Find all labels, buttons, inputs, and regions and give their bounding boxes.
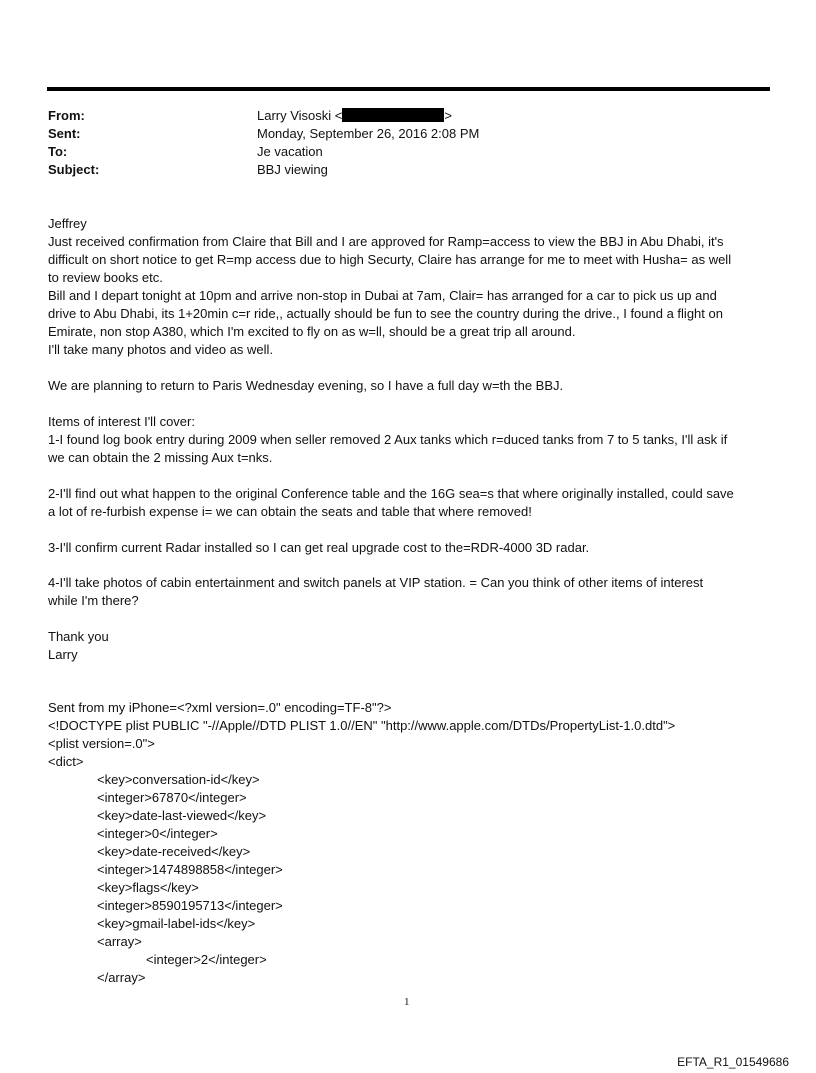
sender-name: Larry Visoski <	[257, 108, 343, 123]
body-line: a lot of re-furbish expense i= we can obtain the seats and table that where removed!	[48, 504, 532, 519]
body-line: <key>gmail-label-ids</key>	[97, 916, 256, 931]
body-line: Just received confirmation from Claire that Bill and I are approved for Ramp=access to view the BBJ in Abu Dhabi, it's	[48, 234, 724, 249]
body-line: Bill and I depart tonight at 10pm and arrive non-stop in Dubai at 7am, Clair= has arranged for a car to pick us up and	[48, 288, 717, 303]
body-line: Emirate, non stop A380, which I'm excited to fly on as w=ll, should be a great trip all around.	[48, 324, 576, 339]
to-row	[48, 143, 768, 161]
page-number: 1	[404, 996, 410, 1008]
body-line: Items of interest I'll cover:	[48, 414, 195, 429]
body-line: <plist version=.0">	[48, 736, 155, 751]
body-line: I'll take many photos and video as well.	[48, 342, 274, 357]
body-line: <integer>0</integer>	[97, 826, 218, 841]
body-line: 2-I'll find out what happen to the original Conference table and the 16G sea=s that where originally installed, could save	[48, 486, 734, 501]
to-label: To:	[48, 144, 68, 159]
body-line: <!DOCTYPE plist PUBLIC "-//Apple//DTD PLIST 1.0//EN" "http://www.apple.com/DTDs/PropertyList-1.0.dtd">	[48, 718, 676, 733]
body-line: 1-I found log book entry during 2009 when seller removed 2 Aux tanks which r=duced tanks from 7 to 5 tanks, I'll ask if	[48, 432, 728, 447]
body-line: Jeffrey	[48, 216, 87, 231]
body-line: Larry	[48, 647, 78, 662]
body-line: We are planning to return to Paris Wednesday evening, so I have a full day w=th the BBJ.	[48, 378, 564, 393]
subject-label: Subject:	[48, 162, 100, 177]
body-line: <key>flags</key>	[97, 880, 199, 895]
body-line: 4-I'll take photos of cabin entertainment and switch panels at VIP station. = Can you think of other items of interest	[48, 575, 704, 590]
subject-value: BBJ viewing	[257, 162, 328, 177]
body-line: <integer>8590195713</integer>	[97, 898, 283, 913]
header-divider	[47, 87, 770, 91]
from-label: From:	[48, 108, 85, 123]
body-line: Sent from my iPhone=<?xml version=.0" encoding=TF-8"?>	[48, 700, 392, 715]
body-line: <integer>67870</integer>	[97, 790, 247, 805]
from-value	[257, 107, 452, 125]
body-line: we can obtain the 2 missing Aux t=nks.	[48, 450, 273, 465]
body-line: <key>conversation-id</key>	[97, 772, 260, 787]
redaction-box	[342, 108, 444, 122]
body-line: 3-I'll confirm current Radar installed so I can get real upgrade cost to the=RDR-4000 3D radar.	[48, 540, 590, 555]
body-line: <integer>2</integer>	[146, 952, 267, 967]
body-line: difficult on short notice to get R=mp access due to high Securty, Claire has arrange for me to meet with Husha= as well	[48, 252, 732, 267]
sent-label: Sent:	[48, 126, 81, 141]
body-line: <key>date-last-viewed</key>	[97, 808, 267, 823]
to-value: Je vacation	[257, 144, 323, 159]
body-line: <integer>1474898858</integer>	[97, 862, 283, 877]
body-line: <key>date-received</key>	[97, 844, 251, 859]
body-line: <dict>	[48, 754, 84, 769]
subject-row	[48, 161, 768, 179]
sender-close-bracket: >	[444, 108, 452, 123]
sent-value: Monday, September 26, 2016 2:08 PM	[257, 126, 480, 141]
body-line: Thank you	[48, 629, 109, 644]
body-line: while I'm there?	[48, 593, 139, 608]
body-line: to review books etc.	[48, 270, 163, 285]
document-id: EFTA_R1_01549686	[677, 1055, 789, 1069]
body-line: </array>	[97, 970, 146, 985]
body-line: <array>	[97, 934, 142, 949]
sent-row	[48, 125, 768, 143]
from-row	[48, 107, 768, 125]
body-line: drive to Abu Dhabi, its 1+20min c=r ride,, actually should be fun to see the country during the drive., I found a flight on	[48, 306, 723, 321]
